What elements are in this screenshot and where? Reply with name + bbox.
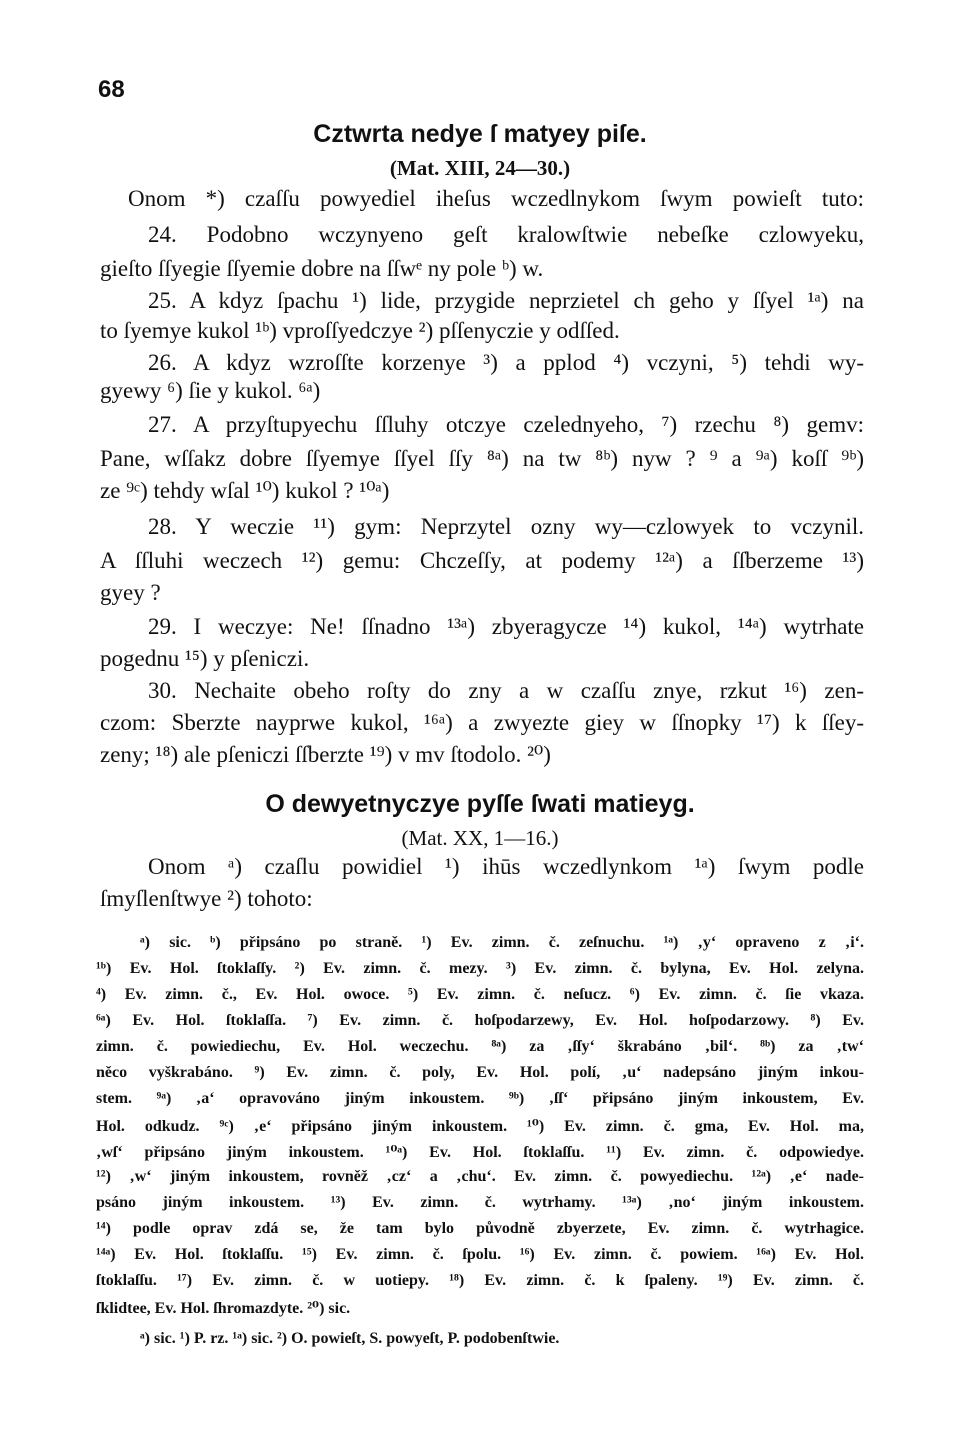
- text-line: 26. A kdyz wzroſſte korzenye ³) a pplod ⁴) vczyni, ⁵) tehdi wy-: [148, 350, 864, 375]
- footnote-line: Hol. odkudz. ⁹ᶜ) ‚e‘ připsáno jiným inkoustem. ¹⁰) Ev. zimn. č. gma, Ev. Hol. ma,: [96, 1118, 864, 1135]
- section-reference-2: (Mat. XX, 1—16.): [401, 826, 559, 850]
- text-line: 29. I weczye: Ne! ſſnadno ¹³ᵃ) zbyeragycze ¹⁴) kukol, ¹⁴ᵃ) wytrhate: [148, 614, 864, 639]
- text-line: ze ⁹ᶜ) tehdy wſal ¹⁰) kukol ? ¹⁰ᵃ): [100, 478, 390, 503]
- footnote-line: zimn. č. powiediechu, Ev. Hol. weczechu. ⁸ᵃ) za ‚ſſy‘ škrabáno ‚bil‘. ⁸ᵇ) za ‚tw‘: [96, 1038, 864, 1055]
- footnote-line: něco vyškrabáno. ⁹) Ev. zimn. č. poly, Ev. Hol. polí, ‚u‘ nadepsáno jiným inkou-: [96, 1064, 864, 1081]
- text-line: zeny; ¹⁸) ale pſeniczi ſſberzte ¹⁹) v mv ſtodolo. ²⁰): [100, 742, 551, 767]
- text-line: 27. A przyſtupyechu ſſluhy otczye czelednyeho, ⁷) rzechu ⁸) gemv:: [148, 412, 864, 437]
- text-line: gyewy ⁶) ſie y kukol. ⁶ᵃ): [100, 378, 321, 403]
- footnote-line: ¹²) ‚w‘ jiným inkoustem, rovněž ‚cz‘ a ‚chu‘. Ev. zimn. č. powyediechu. ¹²ᵃ) ‚e‘ nade-: [96, 1168, 864, 1185]
- text-line: Pane, wſſakz dobre ſſyemye ſſyel ſſy ⁸ᵃ) na tw ⁸ᵇ) nyw ? ⁹ a ⁹ᵃ) koſſ ⁹ᵇ): [100, 446, 864, 471]
- footnote-line: ¹⁴ᵃ) Ev. Hol. ſtoklaſſu. ¹⁵) Ev. zimn. č. ſpolu. ¹⁶) Ev. zimn. č. powiem. ¹⁶ᵃ) Ev. Hol.: [96, 1246, 864, 1263]
- text-line: to ſyemye kukol ¹ᵇ) vproſſyedczye ²) pſſenyczie y odſſed.: [100, 318, 620, 343]
- footnote-line: ¹ᵇ) Ev. Hol. ſtoklaſſy. ²) Ev. zimn. č. mezy. ³) Ev. zimn. č. bylyna, Ev. Hol. zelyna.: [96, 960, 864, 977]
- text-line: Onom *) czaſſu powyediel iheſus wczedlnykom ſwym powieſt tuto:: [128, 186, 864, 211]
- text-line: ſmyſlenſtwye ²) tohoto:: [100, 886, 313, 911]
- text-line: pogednu ¹⁵) y pſeniczi.: [100, 646, 310, 671]
- section-title-2: O dewyetnyczye pyſſe ſwati matieyg.: [265, 790, 695, 818]
- footnote-line: ᵃ) sic. ¹) P. rz. ¹ᵃ) sic. ²) O. powieſt, S. powyeſt, P. podobenſtwie.: [140, 1330, 560, 1347]
- text-line: 24. Podobno wczynyeno geſt kralowſtwie nebeſke czlowyeku,: [148, 222, 864, 247]
- section-title-1: Cztwrta nedye ſ matyey piſe.: [313, 120, 647, 148]
- text-line: gyey ?: [100, 580, 161, 605]
- text-line: 28. Y weczie ¹¹) gym: Neprzytel ozny wy—czlowyek to vczynil.: [148, 514, 864, 539]
- text-line: A ſſluhi weczech ¹²) gemu: Chczeſſy, at podemy ¹²ᵃ) a ſſberzeme ¹³): [100, 548, 864, 573]
- footnote-line: ſtoklaſſu. ¹⁷) Ev. zimn. č. w uotiepy. ¹⁸) Ev. zimn. č. k ſpaleny. ¹⁹) Ev. zimn. č.: [96, 1272, 864, 1289]
- footnote-line: ‚wſ‘ připsáno jiným inkoustem. ¹⁰ᵃ) Ev. Hol. ſtoklaſſu. ¹¹) Ev. zimn. č. odpowiedye.: [96, 1144, 864, 1161]
- footnote-line: psáno jiným inkoustem. ¹³) Ev. zimn. č. wytrhamy. ¹³ᵃ) ‚no‘ jiným inkoustem.: [96, 1194, 864, 1211]
- footnote-line: ⁴) Ev. zimn. č., Ev. Hol. owoce. ⁵) Ev. zimn. č. neſucz. ⁶) Ev. zimn. č. ſie vkaza.: [96, 986, 864, 1003]
- footnote-line: ſklidtee, Ev. Hol. ſhromazdyte. ²⁰) sic.: [96, 1300, 351, 1317]
- footnote-line: ⁶ᵃ) Ev. Hol. ſtoklaſſa. ⁷) Ev. zimn. č. hoſpodarzewy, Ev. Hol. hoſpodarzowy. ⁸) Ev.: [96, 1012, 864, 1029]
- page-number: 68: [98, 76, 125, 103]
- footnote-line: ᵃ) sic. ᵇ) připsáno po straně. ¹) Ev. zimn. č. zeſnuchu. ¹ᵃ) ‚y‘ opraveno z ‚i‘.: [140, 934, 864, 951]
- text-line: gieſto ſſyegie ſſyemie dobre na ſſwᵉ ny pole ᵇ) w.: [100, 256, 544, 281]
- text-line: 30. Nechaite obeho roſty do zny a w czaſſu znye, rzkut ¹⁶) zen-: [148, 678, 864, 703]
- section-reference-1: (Mat. XIII, 24—30.): [389, 156, 571, 180]
- text-line: czom: Sberzte nayprwe kukol, ¹⁶ᵃ) a zwyezte giey w ſſnopky ¹⁷) k ſſey-: [100, 710, 864, 735]
- footnote-line: ¹⁴) podle oprav zdá se, že tam bylo původně zbyerzete, Ev. zimn. č. wytrhagice.: [96, 1220, 864, 1237]
- footnote-line: stem. ⁹ᵃ) ‚a‘ opravováno jiným inkoustem. ⁹ᵇ) ‚ſſ‘ připsáno jiným inkoustem, Ev.: [96, 1090, 864, 1107]
- text-line: 25. A kdyz ſpachu ¹) lide, przygide neprzietel ch geho y ſſyel ¹ᵃ) na: [148, 288, 864, 313]
- text-line: Onom ᵃ) czaſlu powidiel ¹) ihūs wczedlynkom ¹ᵃ) ſwym podle: [148, 854, 864, 879]
